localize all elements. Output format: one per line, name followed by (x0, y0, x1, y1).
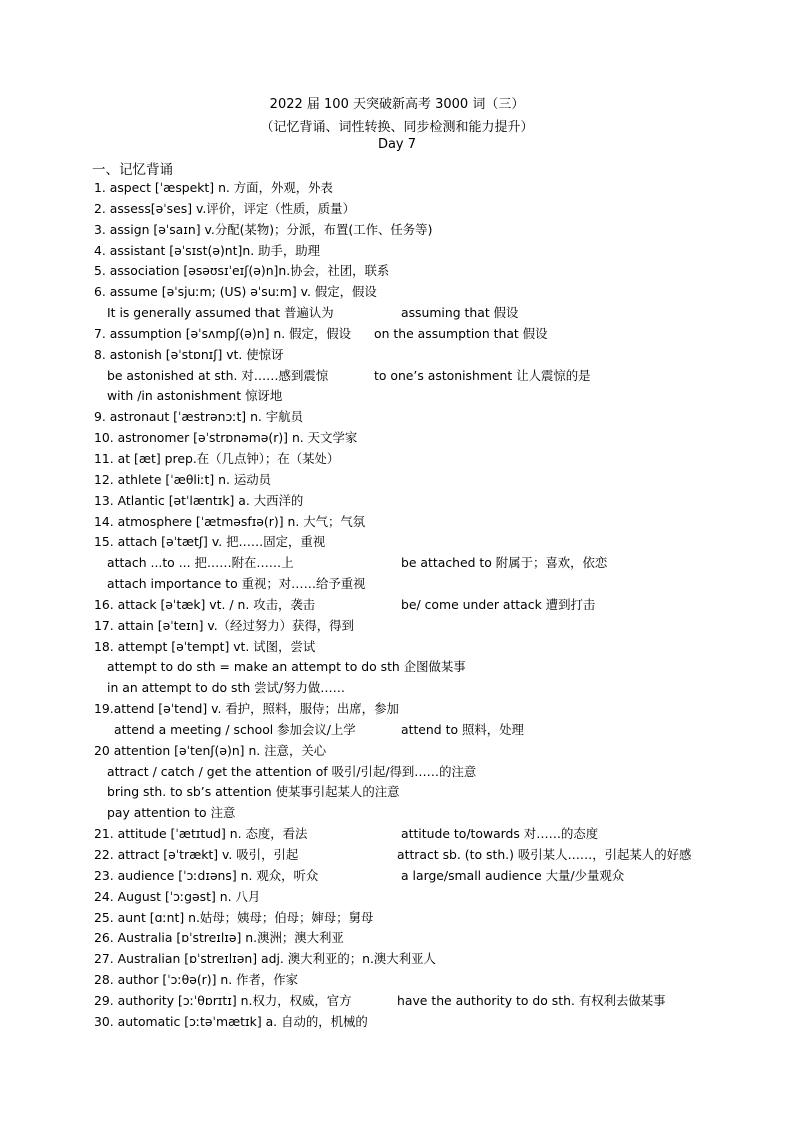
phrase-text-right: attend to 照料，处理 (401, 721, 524, 737)
entry-text: 5. association [əsəʊsɪˈeɪʃ(ə)n]n.协会，社团，联系 (94, 263, 390, 279)
phrase-line (0, 386, 794, 407)
entry-line (0, 824, 794, 845)
phrase-line (0, 782, 794, 803)
phrase-text-right: be attached to 附属于；喜欢，依恋 (401, 555, 608, 571)
entry-text: 10. astronomer [əˈstrɒnəmə(r)] n. 天文学家 (94, 430, 358, 446)
phrase-text-right: assuming that 假设 (401, 305, 519, 321)
entry-text: 4. assistant [əˈsɪst(ə)nt]n. 助手，助理 (94, 242, 321, 258)
phrase-line (0, 720, 794, 741)
vocabulary-list (0, 178, 794, 1033)
entry-text: 2. assess[əˈses] v.评价，评定（性质，质量） (94, 200, 355, 216)
entry-text: 14. atmosphere [ˈætməsfɪə(r)] n. 大气；气氛 (94, 513, 366, 529)
entry-line (0, 1012, 794, 1033)
entry-text: 25. aunt [ɑːnt] n.姑母；姨母；伯母；婶母；舅母 (94, 909, 374, 925)
entry-text: 30. automatic [ɔːtəˈmætɪk] a. 自动的，机械的 (94, 1013, 368, 1029)
entry-text: 6. assume [əˈsjuːm; (US) əˈsuːm] v. 假定，假设 (94, 284, 377, 300)
entry-text: 16. attack [əˈtæk] vt. / n. 攻击，袭击 (94, 596, 316, 612)
entry-line (0, 428, 794, 449)
entry-line (0, 282, 794, 303)
entry-line (0, 616, 794, 637)
entry-text: 28. author [ˈɔːθə(r)] n. 作者，作家 (94, 972, 299, 988)
phrase-text-right: attract sb. (to sth.) 吸引某人……，引起某人的好感 (397, 847, 692, 862)
phrase-text-right: a large/small audience 大量/少量观众 (401, 867, 625, 883)
phrase-text-right: have the authority to do sth. 有权利去做某事 (397, 992, 666, 1008)
entry-line (0, 470, 794, 491)
entry-text: 11. at [æt] prep.在（几点钟）；在（某处） (94, 450, 340, 466)
entry-text: 8. astonish [əˈstɒnɪʃ] vt. 使惊讶 (94, 346, 284, 362)
phrase-text: attract / catch / get the attention of 吸引/引起/得到……的注意 (107, 763, 477, 779)
entry-text: 9. astronaut [ˈæstrənɔːt] n. 宇航员 (94, 409, 303, 425)
entry-line (0, 220, 794, 241)
entry-line (0, 866, 794, 887)
entry-text: 29. authority [ɔːˈθɒrɪtɪ] n.权力，权威，官方 (94, 992, 352, 1008)
entry-line (0, 949, 794, 970)
entry-line (0, 928, 794, 949)
entry-text: 26. Australia [ɒˈstreɪlɪə] n.澳洲；澳大利亚 (94, 930, 344, 946)
phrase-text: attach importance to 重视；对……给予重视 (107, 576, 366, 592)
entry-text: 18. attempt [əˈtempt] vt. 试图，尝试 (94, 638, 316, 654)
section-heading: 一、记忆背诵 (92, 162, 173, 178)
entry-line (0, 512, 794, 533)
entry-text: 19.attend [əˈtend] v. 看护，照料，服侍；出席，参加 (94, 701, 399, 717)
entry-line (0, 261, 794, 282)
entry-line (0, 595, 794, 616)
entry-text: 15. attach [əˈtætʃ] v. 把……固定，重视 (94, 534, 326, 550)
entry-line (0, 970, 794, 991)
entry-text: 23. audience [ˈɔːdɪəns] n. 观众，听众 (94, 867, 319, 883)
entry-line (0, 199, 794, 220)
entry-text: 24. August [ˈɔːgəst] n. 八月 (94, 888, 261, 904)
phrase-line (0, 678, 794, 699)
entry-line (0, 741, 794, 762)
entry-line (0, 845, 794, 866)
phrase-text-right: on the assumption that 假设 (374, 325, 548, 341)
phrase-line (0, 762, 794, 783)
phrase-text: be astonished at sth. 对……感到震惊 (107, 367, 329, 383)
phrase-line (0, 553, 794, 574)
phrase-line (0, 366, 794, 387)
phrase-line (0, 657, 794, 678)
entry-line (0, 491, 794, 512)
entry-text: 17. attain [əˈteɪn] v.（经过努力）获得，得到 (94, 617, 354, 633)
entry-text: 7. assumption [əˈsʌmpʃ(ə)n] n. 假定，假设 (94, 325, 352, 341)
phrase-text: in an attempt to do sth 尝试/努力做…… (107, 680, 346, 696)
phrase-text-right: be/ come under attack 遭到打击 (401, 596, 596, 612)
entry-text: 20 attention [əˈtenʃ(ə)n] n. 注意，关心 (94, 742, 327, 758)
entry-line (0, 345, 794, 366)
phrase-text: attach ...to ... 把……附在……上 (107, 555, 294, 571)
entry-text: 12. athlete [ˈæθliːt] n. 运动员 (94, 471, 272, 487)
phrase-line (0, 803, 794, 824)
document-title: 2022 届 100 天突破新高考 3000 词（三） (269, 97, 525, 112)
entry-line (0, 991, 794, 1012)
phrase-text-right: attitude to/towards 对……的态度 (401, 826, 599, 842)
document-subtitle: （记忆背诵、词性转换、同步检测和能力提升） (260, 120, 534, 135)
entry-line (0, 637, 794, 658)
day-label: Day 7 (377, 137, 417, 152)
phrase-text: bring sth. to sb’s attention 使某事引起某人的注意 (107, 784, 400, 800)
entry-line (0, 407, 794, 428)
entry-text: 1. aspect [ˈæspekt] n. 方面，外观，外表 (94, 180, 333, 195)
phrase-text: It is generally assumed that 普遍认为 (107, 305, 334, 321)
entry-line (0, 887, 794, 908)
entry-text: 27. Australian [ɒˈstreɪlɪən] adj. 澳大利亚的；n.澳大利亚人 (94, 951, 436, 967)
phrase-line (0, 303, 794, 324)
entry-text: 13. Atlantic [ətˈlæntɪk] a. 大西洋的 (94, 492, 304, 508)
entry-line (0, 449, 794, 470)
phrase-line (0, 574, 794, 595)
phrase-text-right: to one’s astonishment 让人震惊的是 (374, 367, 591, 383)
phrase-text: with /in astonishment 惊讶地 (107, 388, 283, 404)
entry-text: 22. attract [əˈtrækt] v. 吸引，引起 (94, 847, 299, 862)
entry-text: 3. assign [əˈsaɪn] v.分配(某物)；分派，布置(工作、任务等) (94, 221, 433, 237)
entry-line (0, 532, 794, 553)
phrase-text: pay attention to 注意 (107, 805, 236, 821)
entry-line (0, 699, 794, 720)
entry-line (0, 908, 794, 929)
entry-line (0, 178, 794, 199)
entry-line (0, 241, 794, 262)
phrase-text: attend a meeting / school 参加会议/上学 (114, 721, 356, 737)
entry-text: 21. attitude [ˈætɪtud] n. 态度，看法 (94, 826, 308, 842)
entry-line (0, 324, 794, 345)
phrase-text: attempt to do sth = make an attempt to do sth 企图做某事 (107, 659, 466, 675)
